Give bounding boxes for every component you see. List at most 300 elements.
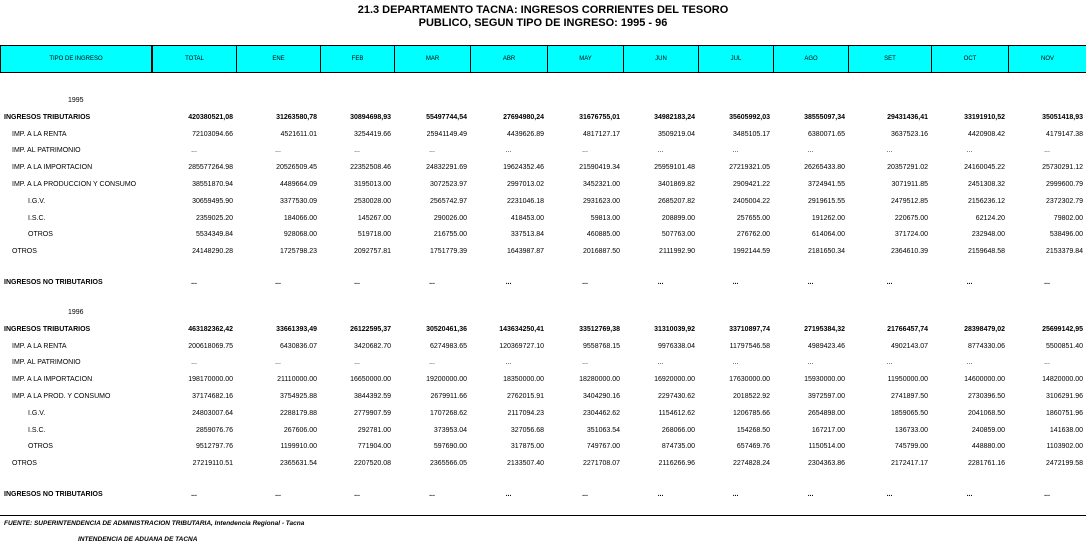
page-title: 21.3 DEPARTAMENTO TACNA: INGRESOS CORRIENTES DEL TESORO — [357, 4, 729, 16]
table-cell: 2919615.55 — [808, 198, 845, 205]
column-header-nov: NOV — [1008, 45, 1086, 73]
table-cell: 2365631.54 — [280, 460, 317, 467]
table-cell: 351063.54 — [586, 427, 620, 434]
row-label: OTROS — [28, 443, 53, 450]
table-cell: 21590419.34 — [579, 164, 620, 171]
table-cell: 20357291.02 — [887, 164, 928, 171]
table-cell: 6430836.07 — [280, 343, 317, 350]
table-cell: 1150514.00 — [808, 443, 845, 450]
table-cell: 1103902.00 — [1046, 443, 1083, 450]
table-cell: 257655.00 — [736, 215, 770, 222]
table-cell: 4521611.01 — [280, 131, 317, 138]
table-cell: 220675.00 — [894, 215, 928, 222]
table-cell: 4902143.07 — [891, 343, 928, 350]
table-cell: 19200000.00 — [426, 376, 467, 383]
footer-divider — [0, 515, 1086, 516]
table-cell: 34982183,24 — [654, 114, 695, 121]
table-cell: 1206785.66 — [733, 410, 770, 417]
table-cell: ... — [886, 359, 893, 366]
table-cell: 1199910.00 — [280, 443, 317, 450]
table-cell: 2365566.05 — [430, 460, 467, 467]
table-cell: 460885.00 — [586, 231, 620, 238]
table-cell: 2016887.50 — [583, 248, 620, 255]
table-row — [0, 179, 1086, 191]
table-cell: 27219321.05 — [729, 164, 770, 171]
table-cell: 154268.50 — [736, 427, 770, 434]
table-cell: 72103094.66 — [192, 131, 233, 138]
table-cell: 62124.20 — [975, 215, 1005, 222]
table-cell: 3485105.17 — [733, 131, 770, 138]
table-cell: 2304363.86 — [808, 460, 845, 467]
table-cell: 2116266.96 — [658, 460, 695, 467]
table-cell: 19624352.46 — [503, 164, 544, 171]
row-label: IMP. AL PATRIMONIO — [12, 359, 81, 366]
table-cell: 2231046.18 — [507, 198, 544, 205]
table-cell: 1859065.50 — [891, 410, 928, 417]
table-cell: 26122595,37 — [350, 326, 391, 333]
table-cell: 2372302.79 — [1046, 198, 1083, 205]
table-cell: ... — [429, 279, 435, 286]
table-cell: 3195013.00 — [354, 181, 391, 188]
table-cell: 420380521,08 — [188, 114, 233, 121]
table-cell: 519718.00 — [357, 231, 391, 238]
table-cell: ... — [275, 491, 281, 498]
table-row — [0, 425, 1086, 437]
row-label: IMP. A LA IMPORTACION — [12, 164, 93, 171]
table-cell: 2679911.66 — [430, 393, 467, 400]
table-cell: 2281761.16 — [968, 460, 1005, 467]
table-cell: 145267.00 — [357, 215, 391, 222]
table-cell: ... — [657, 359, 664, 366]
table-cell: 3404290.16 — [583, 393, 620, 400]
table-cell: 2111992.90 — [659, 248, 695, 255]
table-cell: ... — [429, 147, 435, 154]
table-cell: ... — [966, 279, 973, 286]
table-cell: 267606.00 — [283, 427, 317, 434]
table-cell: 25941149.49 — [426, 131, 467, 138]
table-cell: 2472199.58 — [1046, 460, 1083, 467]
table-cell: 38551870.94 — [192, 181, 233, 188]
table-cell: 2181650.34 — [808, 248, 845, 255]
table-cell: 35051418,93 — [1042, 114, 1083, 121]
table-cell: ... — [582, 491, 588, 498]
row-label: IMP. AL PATRIMONIO — [12, 147, 81, 154]
table-cell: 136733.00 — [894, 427, 928, 434]
table-cell: 2172417.17 — [891, 460, 928, 467]
table-cell: 507763.00 — [661, 231, 695, 238]
table-cell: 11950000.00 — [887, 376, 928, 383]
table-cell: ... — [732, 279, 739, 286]
column-header-tipo: TIPO DE INGRESO — [0, 45, 152, 73]
table-cell: 1154612.62 — [658, 410, 695, 417]
row-label: INGRESOS NO TRIBUTARIOS — [4, 491, 103, 498]
table-cell: ... — [275, 279, 281, 286]
table-row — [0, 441, 1086, 453]
table-cell: 55497744,54 — [426, 114, 467, 121]
table-cell: 24803007.64 — [192, 410, 233, 417]
table-cell: ... — [191, 359, 197, 366]
table-cell: 771904.00 — [357, 443, 391, 450]
table-cell: 749767.00 — [586, 443, 620, 450]
source-note-2: INTENDENCIA DE ADUANA DE TACNA — [78, 536, 198, 543]
table-cell: 200618069.75 — [188, 343, 233, 350]
table-cell: 4179147.38 — [1046, 131, 1083, 138]
table-cell: 2092757.81 — [354, 248, 391, 255]
table-cell: 2859076.76 — [196, 427, 233, 434]
table-cell: ... — [191, 147, 197, 154]
table-cell: 2479512.85 — [891, 198, 928, 205]
table-cell: 191262.00 — [811, 215, 845, 222]
table-cell: 143634250,41 — [499, 326, 544, 333]
table-cell: 2156236.12 — [968, 198, 1005, 205]
table-row — [0, 391, 1086, 403]
table-cell: ... — [191, 491, 197, 498]
table-cell: 2159648.58 — [968, 248, 1005, 255]
table-cell: ... — [807, 279, 814, 286]
table-cell: ... — [1044, 359, 1050, 366]
table-cell: 1725798.23 — [280, 248, 317, 255]
table-cell: 371724.00 — [894, 231, 928, 238]
table-row — [0, 489, 1086, 501]
column-header-total: TOTAL — [152, 45, 237, 73]
table-cell: 9558768.15 — [583, 343, 620, 350]
table-cell: 24832291.69 — [426, 164, 467, 171]
table-cell: 30520461,36 — [426, 326, 467, 333]
row-label: INGRESOS NO TRIBUTARIOS — [4, 279, 103, 286]
table-row — [0, 229, 1086, 241]
table-cell: 1707268.62 — [430, 410, 467, 417]
table-cell: 16920000.00 — [654, 376, 695, 383]
table-cell: ... — [886, 491, 893, 498]
table-cell: 3254419.66 — [354, 131, 391, 138]
table-row — [0, 246, 1086, 258]
table-cell: 59813.00 — [590, 215, 620, 222]
page-subtitle: PUBLICO, SEGUN TIPO DE INGRESO: 1995 - 96 — [418, 17, 668, 29]
table-cell: 745799.00 — [894, 443, 928, 450]
table-row — [0, 357, 1086, 369]
table-cell: ... — [354, 359, 360, 366]
table-cell: 285577264.98 — [188, 164, 233, 171]
table-cell: 31676755,01 — [579, 114, 620, 121]
table-cell: 1643987.87 — [507, 248, 544, 255]
table-cell: ... — [807, 359, 814, 366]
table-cell: 657469.76 — [736, 443, 770, 450]
table-cell: ... — [886, 279, 893, 286]
table-cell: 9976338.04 — [658, 343, 695, 350]
table-cell: 3509219.04 — [658, 131, 695, 138]
table-cell: 2654898.00 — [808, 410, 845, 417]
table-cell: 30894698,93 — [350, 114, 391, 121]
column-header-abr: ABR — [470, 45, 548, 73]
table-cell: ... — [354, 491, 360, 498]
column-header-feb: FEB — [320, 45, 395, 73]
table-row — [0, 129, 1086, 141]
table-cell: ... — [1044, 491, 1050, 498]
table-cell: 337513.84 — [510, 231, 544, 238]
table-cell: 2364610.39 — [891, 248, 928, 255]
table-cell: 2133507.40 — [507, 460, 544, 467]
table-cell: 198170000.00 — [188, 376, 233, 383]
table-cell: ... — [191, 279, 197, 286]
table-cell: 2271708.07 — [583, 460, 620, 467]
table-cell: 20526509.45 — [276, 164, 317, 171]
column-header-mar: MAR — [394, 45, 471, 73]
row-label: IMP. A LA PRODUCCION Y CONSUMO — [12, 181, 137, 188]
table-cell: 3071911.85 — [891, 181, 928, 188]
table-cell: 463182362,42 — [188, 326, 233, 333]
table-cell: 33710897,74 — [729, 326, 770, 333]
table-cell: 2207520.08 — [354, 460, 391, 467]
table-cell: 79802.00 — [1053, 215, 1083, 222]
table-row — [0, 341, 1086, 353]
table-cell: 3377530.09 — [280, 198, 317, 205]
table-cell: 27195384,32 — [804, 326, 845, 333]
table-cell: 2274828.24 — [733, 460, 770, 467]
table-row — [0, 162, 1086, 174]
table-cell: 167217.00 — [811, 427, 845, 434]
row-label: OTROS — [28, 231, 53, 238]
column-header-jul: JUL — [698, 45, 774, 73]
table-cell: 2741897.50 — [891, 393, 928, 400]
column-header-set: SET — [848, 45, 932, 73]
table-cell: 317875.00 — [510, 443, 544, 450]
table-cell: 31263580,78 — [276, 114, 317, 121]
table-cell: 597690.00 — [433, 443, 467, 450]
table-cell: ... — [1044, 279, 1050, 286]
table-cell: 3844392.59 — [354, 393, 391, 400]
table-cell: ... — [966, 491, 973, 498]
table-row — [0, 458, 1086, 470]
table-cell: 35605992,03 — [729, 114, 770, 121]
source-note: FUENTE: SUPERINTENDENCIA DE ADMINISTRACION TRIBUTARIA, Intendencia Regional - Tacna — [4, 520, 305, 527]
table-cell: ... — [657, 147, 664, 154]
row-label: IMP. A LA IMPORTACION — [12, 376, 93, 383]
table-cell: ... — [1044, 147, 1050, 154]
table-cell: 2041068.50 — [968, 410, 1005, 417]
table-cell: 2405004.22 — [733, 198, 770, 205]
table-cell: ... — [505, 279, 512, 286]
row-label: IMP. A LA RENTA — [12, 343, 67, 350]
column-header-ago: AGO — [773, 45, 849, 73]
table-cell: 33661393,49 — [276, 326, 317, 333]
table-row — [0, 112, 1086, 124]
table-row — [0, 374, 1086, 386]
table-cell: ... — [966, 359, 973, 366]
table-cell: 37174682.16 — [192, 393, 233, 400]
table-row — [0, 213, 1086, 225]
row-label: INGRESOS TRIBUTARIOS — [4, 114, 91, 121]
table-cell: 4439626.89 — [507, 131, 544, 138]
table-cell: 2117094.23 — [507, 410, 544, 417]
table-cell: 1992144.59 — [733, 248, 770, 255]
row-label: IMP. A LA RENTA — [12, 131, 67, 138]
table-cell: 268066.00 — [661, 427, 695, 434]
table-cell: 448880.00 — [971, 443, 1005, 450]
table-cell: 21110000.00 — [277, 376, 317, 383]
table-row — [0, 145, 1086, 157]
table-cell: 25699142,95 — [1042, 326, 1083, 333]
table-cell: ... — [657, 491, 664, 498]
table-cell: 614064.00 — [811, 231, 845, 238]
table-cell: 2909421.22 — [733, 181, 770, 188]
table-cell: 24148290.28 — [192, 248, 233, 255]
table-cell: 184066.00 — [283, 215, 317, 222]
table-cell: 29431436,41 — [887, 114, 928, 121]
table-cell: 14820000.00 — [1042, 376, 1083, 383]
table-cell: ... — [807, 147, 814, 154]
table-cell: 232948.00 — [971, 231, 1005, 238]
table-cell: 9512797.76 — [196, 443, 233, 450]
row-label: I.S.C. — [28, 215, 46, 222]
table-cell: 2451308.32 — [968, 181, 1005, 188]
table-cell: 240859.00 — [971, 427, 1005, 434]
table-cell: 5500851.40 — [1046, 343, 1083, 350]
table-cell: 3754925.88 — [280, 393, 317, 400]
table-cell: 27219110.51 — [192, 460, 233, 467]
row-label: OTROS — [12, 248, 37, 255]
table-cell: ... — [657, 279, 664, 286]
column-header-ene: ENE — [236, 45, 321, 73]
table-cell: 4817127.17 — [583, 131, 620, 138]
table-cell: ... — [505, 491, 512, 498]
table-cell: 2530028.00 — [354, 198, 391, 205]
table-cell: 8774330.06 — [968, 343, 1005, 350]
column-header-oct: OCT — [931, 45, 1009, 73]
table-cell: 16650000.00 — [350, 376, 391, 383]
table-cell: 2018522.92 — [733, 393, 770, 400]
table-cell: 874735.00 — [661, 443, 695, 450]
row-label: OTROS — [12, 460, 37, 467]
table-cell: 928068.00 — [283, 231, 317, 238]
table-cell: ... — [429, 359, 435, 366]
table-cell: 3072523.97 — [430, 181, 467, 188]
table-cell: 2779907.59 — [354, 410, 391, 417]
table-cell: 373953.04 — [433, 427, 467, 434]
table-cell: 292781.00 — [357, 427, 391, 434]
table-cell: 6274983.65 — [430, 343, 467, 350]
row-label: I.G.V. — [28, 198, 46, 205]
table-cell: 2359025.20 — [196, 215, 233, 222]
table-cell: 3972597.00 — [808, 393, 845, 400]
table-cell: ... — [354, 147, 360, 154]
table-cell: 6380071.65 — [808, 131, 845, 138]
table-cell: ... — [505, 147, 512, 154]
table-cell: 2565742.97 — [430, 198, 467, 205]
table-cell: ... — [275, 359, 281, 366]
table-row — [0, 196, 1086, 208]
table-cell: 3724941.55 — [808, 181, 845, 188]
table-cell: 2304462.62 — [583, 410, 620, 417]
table-cell: 27694980,24 — [503, 114, 544, 121]
table-cell: 11797546.58 — [729, 343, 770, 350]
table-cell: 18280000.00 — [579, 376, 620, 383]
table-cell: ... — [732, 147, 739, 154]
table-cell: 3401869.82 — [658, 181, 695, 188]
table-cell: 22352508.46 — [350, 164, 391, 171]
table-cell: 30659495.90 — [192, 198, 233, 205]
table-cell: 1860751.96 — [1046, 410, 1083, 417]
table-cell: 216755.00 — [433, 231, 467, 238]
table-cell: 14600000.00 — [964, 376, 1005, 383]
table-cell: ... — [354, 279, 360, 286]
table-cell: 2997013.02 — [507, 181, 544, 188]
table-cell: 18350000.00 — [503, 376, 544, 383]
table-cell: 5534349.84 — [196, 231, 233, 238]
table-cell: 38555097,34 — [804, 114, 845, 121]
year-label: 1995 — [68, 97, 84, 104]
table-cell: 2685207.82 — [658, 198, 695, 205]
table-cell: 33191910,52 — [964, 114, 1005, 121]
table-cell: 4420908.42 — [968, 131, 1005, 138]
table-cell: 4489664.09 — [280, 181, 317, 188]
table-cell: ... — [429, 491, 435, 498]
column-header-jun: JUN — [623, 45, 699, 73]
row-label: I.G.V. — [28, 410, 46, 417]
table-cell: 25959101.48 — [654, 164, 695, 171]
table-cell: ... — [275, 147, 281, 154]
table-cell: ... — [886, 147, 893, 154]
table-cell: 24160045.22 — [964, 164, 1005, 171]
table-cell: 31310039,92 — [654, 326, 695, 333]
table-cell: ... — [732, 491, 739, 498]
table-cell: 2153379.84 — [1046, 248, 1083, 255]
table-cell: ... — [732, 359, 739, 366]
table-cell: 3637523.16 — [891, 131, 928, 138]
table-cell: 4989423.46 — [808, 343, 845, 350]
table-cell: 2730396.50 — [968, 393, 1005, 400]
table-cell: ... — [582, 359, 588, 366]
table-cell: 120369727.10 — [499, 343, 544, 350]
table-row — [0, 408, 1086, 420]
table-cell: 2762015.91 — [507, 393, 544, 400]
table-cell: 2297430.62 — [658, 393, 695, 400]
table-cell: 276762.00 — [736, 231, 770, 238]
table-cell: 3106291.96 — [1046, 393, 1083, 400]
table-cell: 2288179.88 — [280, 410, 317, 417]
table-cell: 418453.00 — [510, 215, 544, 222]
table-cell: 25730291.12 — [1042, 164, 1083, 171]
row-label: IMP. A LA PROD. Y CONSUMO — [12, 393, 111, 400]
table-cell: ... — [505, 359, 512, 366]
row-label: I.S.C. — [28, 427, 46, 434]
table-cell: 33512769,38 — [579, 326, 620, 333]
row-label: INGRESOS TRIBUTARIOS — [4, 326, 91, 333]
table-cell: 2931623.00 — [583, 198, 620, 205]
table-cell: ... — [966, 147, 973, 154]
table-cell: 17630000.00 — [729, 376, 770, 383]
table-cell: 327056.68 — [510, 427, 544, 434]
table-cell: 28398479,02 — [964, 326, 1005, 333]
table-row — [0, 277, 1086, 289]
table-cell: ... — [807, 491, 814, 498]
table-cell: 290026.00 — [433, 215, 467, 222]
table-cell: 538496.00 — [1049, 231, 1083, 238]
table-cell: 3452321.00 — [583, 181, 620, 188]
table-cell: 2999600.79 — [1046, 181, 1083, 188]
table-cell: 15930000.00 — [804, 376, 845, 383]
table-cell: ... — [582, 147, 588, 154]
table-cell: 1751779.39 — [430, 248, 467, 255]
table-cell: 141638.00 — [1049, 427, 1083, 434]
table-cell: 3420682.70 — [354, 343, 391, 350]
table-cell: 26265433.80 — [804, 164, 845, 171]
column-header-may: MAY — [547, 45, 624, 73]
table-cell: ... — [582, 279, 588, 286]
table-row — [0, 324, 1086, 336]
table-cell: 208899.00 — [661, 215, 695, 222]
year-label: 1996 — [68, 309, 84, 316]
table-cell: 21766457,74 — [887, 326, 928, 333]
